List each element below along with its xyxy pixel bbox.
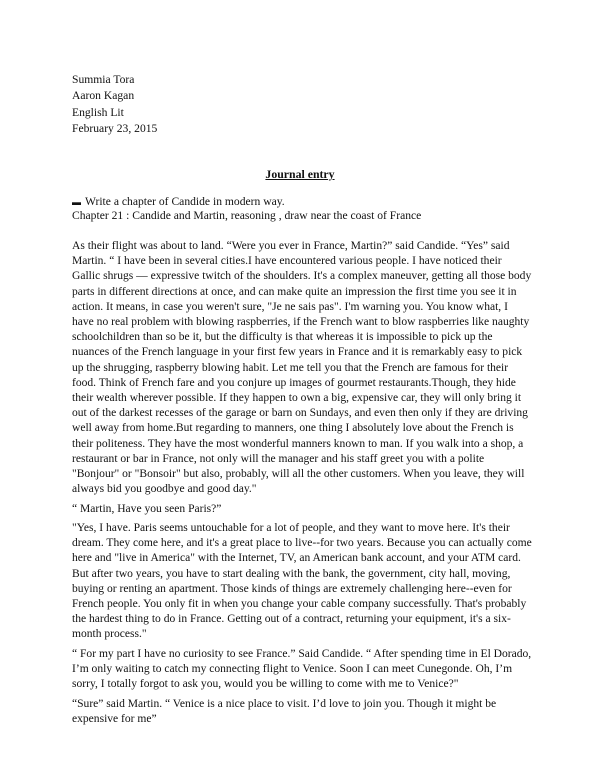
instruction-text: Write a chapter of Candide in modern way. bbox=[85, 195, 285, 208]
chapter-heading: Chapter 21 : Candide and Martin, reasoning , draw near the coast of France bbox=[72, 209, 422, 222]
paragraph: “ Martin, Have you seen Paris?” bbox=[72, 502, 222, 515]
instruction-line bbox=[72, 194, 285, 210]
dash-bullet-icon: ▬ bbox=[72, 197, 81, 208]
teacher-name: Aaron Kagan bbox=[72, 89, 135, 103]
paragraph: "Yes, I have. Paris seems untouchable for a lot of people, and they want to move here. It's their dream. They come here, and it's a great place to live--for two years. Because you can actually come here and "live in America" with the Internet, TV, an American bank account, and your ATM card. But after two years, you have to start dealing with the bank, the government, city hall, moving, buying or renting an apartment. Those kinds of things are extremely challenging here--even for French people. You only fit in when you change your cable company successfully. That's probably the hardest thing to do in France. Getting out of a contract, returning your equipment, it's a six-month process." bbox=[72, 522, 532, 641]
paragraph: “Sure” said Martin. “ Venice is a nice place to visit. I’d love to join you. Though it might be expensive for me” bbox=[72, 697, 497, 725]
story-body bbox=[72, 239, 532, 731]
page-title: Journal entry bbox=[265, 167, 335, 181]
author-name: Summia Tora bbox=[72, 73, 135, 86]
heading-block bbox=[72, 72, 157, 137]
paragraph: As their flight was about to land. “Were you ever in France, Martin?” said Candide. “Yes” said Martin. “ I have been in several cities.I have encountered various people. I have noticed their Gallic shrugs — expressive twitch of the shoulders. It's a complex maneuver, getting all those body parts in different directions at once, and can make quite an impression the first time you see it in action. It means, in case you weren't sure, "Je ne sais pas". I'm warning you. You know what, I have no real problem with blowing raspberries, if the French want to blow raspberries like naughty schoolchildren than so be it, but the difficulty is that whereas it is impossible to pick up the nuances of the French language in your first few years in France and it is remarkably easy to pick up the shrugging, raspberry blowing habit. Let me tell you that the French are famous for their food. Think of French fare and you conjure up images of gourmet restaurants.Though, they hide their wealth wherever possible. If they happen to own a big, expensive car, they will only bring it out of the darkest recesses of the garage or barn on Sundays, and even then only if they are driving well away from home.But regarding to manners, one thing I absolutely love about the French is their politeness. They have the most wonderful manners known to man. If you walk into a shop, a restaurant or bar in France, not only will the manager and his staff greet you with a polite "Bonjour" or "Bonsoir" but also, probably, will all the other customers. When you leave, they will always bid you goodbye and good day." bbox=[72, 240, 532, 496]
date: February 23, 2015 bbox=[72, 121, 158, 135]
course-name: English Lit bbox=[72, 105, 124, 119]
paragraph: “ For my part I have no curiosity to see France.” Said Candide. “ After spending time in El Dorado, I’m only waiting to catch my connecting flight to Venice. Soon I can meet Cunegonde. Oh, I’m sorry, I totally forgot to ask you, would you be willing to come with me to Venice?" bbox=[72, 647, 532, 691]
